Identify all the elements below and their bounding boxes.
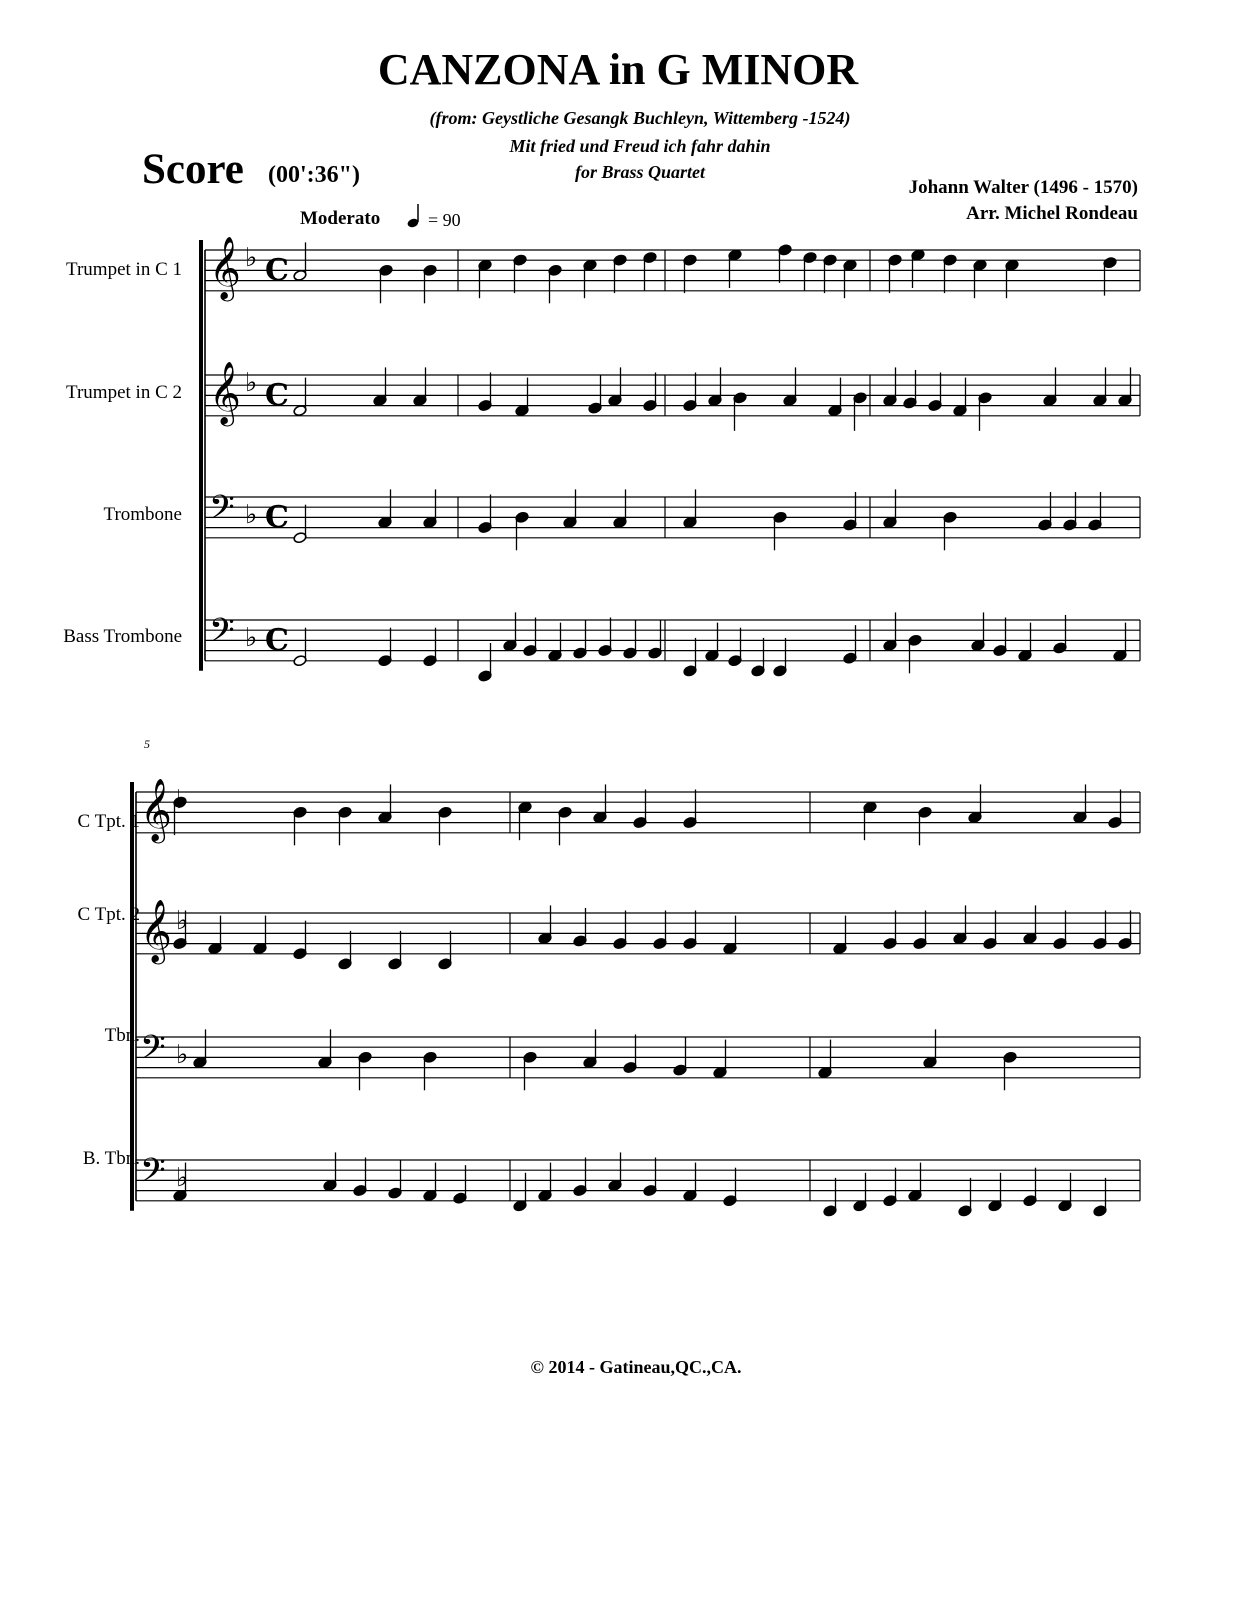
- treble-clef-icon: 𝄞: [209, 361, 241, 424]
- subtitle-scoring: for Brass Quartet: [574, 162, 706, 182]
- score-title: CANZONA in G MINOR: [377, 45, 859, 94]
- arranger-credit: Arr. Michel Rondeau: [966, 203, 1138, 224]
- tempo-note-icon: [406, 204, 419, 229]
- instrument-label-tbn: Tbn.: [104, 1025, 140, 1046]
- instrument-label-trumpet-1: Trumpet in C 1: [66, 259, 182, 280]
- tempo-value: = 90: [428, 210, 461, 230]
- common-time-icon: C: [265, 253, 289, 288]
- treble-clef-icon: 𝄞: [209, 236, 241, 299]
- flat-key-signature-icon: ♭: [245, 623, 258, 653]
- common-time-icon: C: [265, 500, 289, 535]
- flat-key-signature-icon: ♭: [245, 243, 258, 273]
- common-time-icon: C: [265, 623, 289, 658]
- bass-clef-icon: 𝄢: [209, 612, 235, 658]
- bass-clef-icon: 𝄢: [140, 1152, 166, 1198]
- instrument-label-c-tpt-2: C Tpt. 2: [77, 904, 140, 925]
- measure-number: 5: [144, 737, 150, 751]
- copyright-footer: © 2014 - Gatineau,QC.,CA.: [530, 1357, 742, 1377]
- duration-label: (00':36"): [268, 162, 360, 188]
- score-label: Score: [142, 146, 244, 193]
- note-heads: [173, 242, 1132, 1217]
- treble-clef-icon: 𝄞: [140, 899, 172, 962]
- subtitle-hymn: Mit fried und Freud ich fahr dahin: [509, 136, 771, 156]
- flat-key-signature-icon: ♭: [245, 368, 258, 398]
- bass-clef-icon: 𝄢: [140, 1029, 166, 1075]
- subtitle-source: (from: Geystliche Gesangk Buchleyn, Wittemberg -1524): [429, 108, 851, 128]
- flat-key-signature-icon: ♭: [245, 500, 258, 530]
- treble-clef-icon: 𝄞: [140, 778, 172, 841]
- flat-key-signature-icon: ♭: [176, 906, 189, 936]
- instrument-label-trombone: Trombone: [103, 504, 182, 525]
- instrument-label-bass-trombone: Bass Trombone: [63, 626, 182, 647]
- instrument-label-c-tpt-1: C Tpt. 1: [77, 811, 140, 832]
- composer-credit: Johann Walter (1496 - 1570): [908, 177, 1138, 198]
- instrument-label-trumpet-2: Trumpet in C 2: [66, 382, 182, 403]
- flat-key-signature-icon: ♭: [176, 785, 189, 815]
- clef-and-signatures: [140, 236, 289, 1198]
- common-time-icon: C: [265, 378, 289, 413]
- instrument-label-b-tbn: B. Tbn.: [82, 1148, 140, 1169]
- flat-key-signature-icon: ♭: [176, 1163, 189, 1193]
- flat-key-signature-icon: ♭: [176, 1040, 189, 1070]
- tempo-marking: Moderato: [300, 208, 381, 229]
- bass-clef-icon: 𝄢: [209, 489, 235, 535]
